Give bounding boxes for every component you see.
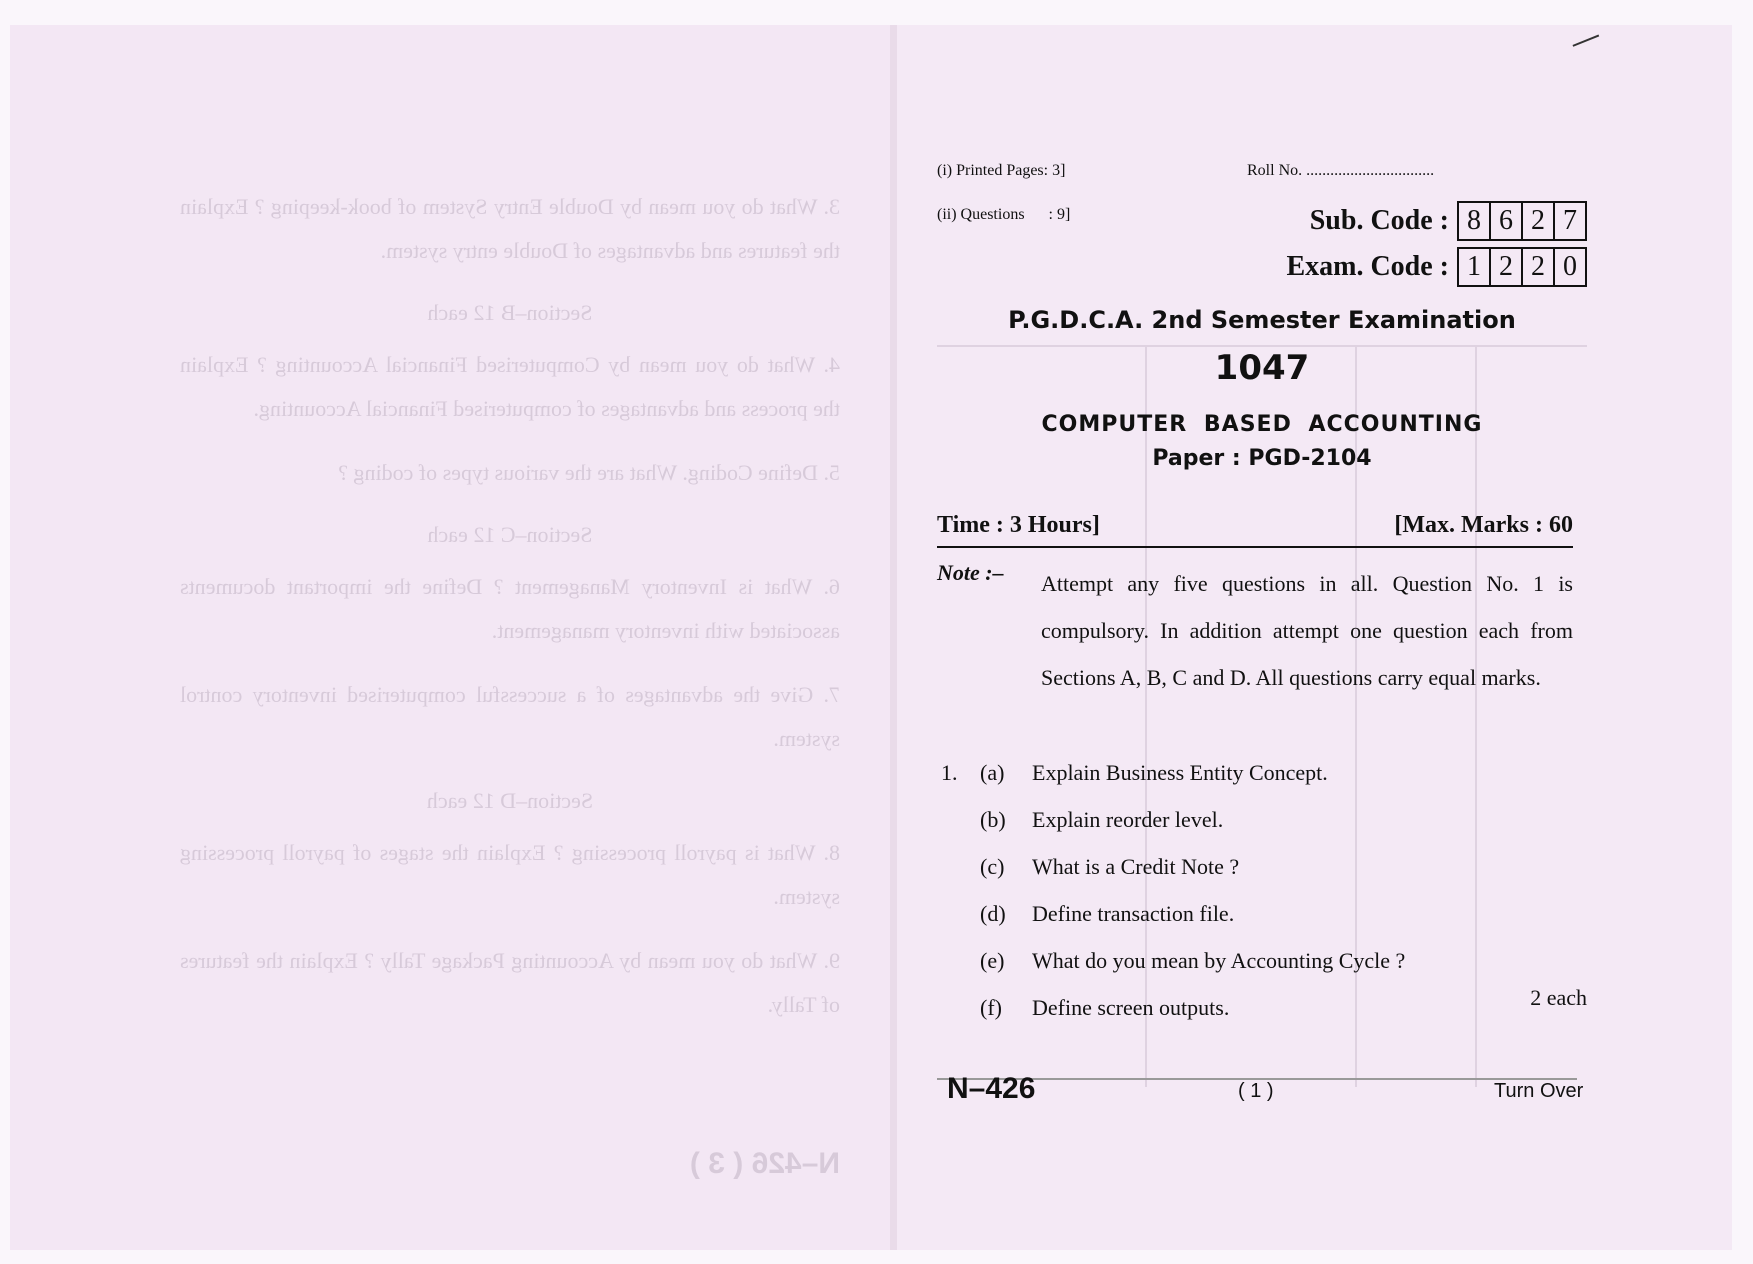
list-item [937, 807, 1573, 854]
exam-code [1286, 244, 1587, 290]
bleed-section-heading: Section–D 12 each [426, 788, 594, 813]
note-label: Note :– [937, 560, 1004, 585]
code-digit: 2 [1521, 203, 1553, 239]
bleed-paragraph: 5. Define Coding. What are the various types of coding ? [338, 460, 840, 485]
bleed-footer: N–426 ( 3 ) [689, 1147, 840, 1180]
code-digit: 0 [1553, 249, 1585, 285]
sub-question-label: (d) [980, 901, 1006, 926]
exam-title: P.G.D.C.A. 2nd Semester Examination [1008, 306, 1516, 334]
bleed-paragraph: 6. What is Inventory Management ? Define the important documents associated with inventory management. [180, 574, 840, 643]
exam-code-boxes [1457, 247, 1587, 287]
code-digit: 8 [1467, 205, 1481, 236]
turn-over: Turn Over [1494, 1080, 1584, 1102]
list-item [937, 995, 1573, 1042]
list-item [937, 854, 1573, 901]
printed-pages: (i) Printed Pages: 3] [937, 162, 1066, 179]
code-digit: 2 [1489, 249, 1521, 285]
questions-count: (ii) Questions : 9] [937, 206, 1071, 223]
question-one [937, 760, 1573, 1042]
sub-question-text: Define screen outputs. [1032, 995, 1230, 1020]
sub-code-boxes [1457, 201, 1587, 241]
time-marks-row [937, 512, 1573, 548]
bleed-paragraph: 9. What do you mean by Accounting Package Tally ? Explain the features of Tally. [180, 948, 840, 1017]
code-digit: 6 [1489, 203, 1521, 239]
page-fold [890, 25, 897, 1250]
sub-question-label: (b) [980, 807, 1006, 832]
subject-title: COMPUTER BASED ACCOUNTING [1041, 412, 1483, 437]
note-text: Attempt any five questions in all. Question No. 1 is compulsory. In addition attempt one question each from Sections A, B, C and D. All questions carry equal marks. [1041, 571, 1573, 690]
bleed-paragraph: 3. What do you mean by Double Entry System of book-keeping ? Explain the features and advantages of Double entry system. [180, 194, 840, 263]
sub-question-text: What do you mean by Accounting Cycle ? [1032, 948, 1406, 973]
max-marks: [Max. Marks : 60 [1394, 512, 1573, 538]
code-block [1286, 198, 1587, 290]
code-digit: 2 [1521, 249, 1553, 285]
time-allowed: Time : 3 Hours] [937, 512, 1100, 538]
sub-question-label: (e) [980, 948, 1005, 973]
sub-question-text: Explain Business Entity Concept. [1032, 760, 1328, 785]
bleed-paragraph: 7. Give the advantages of a successful computerised inventory control system. [180, 682, 840, 751]
page-number: ( 1 ) [1238, 1080, 1274, 1102]
bleed-section-heading: Section–B 12 each [427, 300, 593, 325]
exam-code-label: Exam. Code : [1286, 251, 1449, 282]
sub-question-label: (f) [980, 995, 1002, 1020]
list-item [937, 901, 1573, 948]
instructions-note [937, 560, 1573, 701]
sub-question-label: (a) [980, 760, 1005, 785]
sub-question-text: What is a Credit Note ? [1032, 854, 1240, 879]
list-item [937, 948, 1573, 995]
bleed-section-heading: Section–C 12 each [427, 522, 593, 547]
marks-each: 2 each [1530, 985, 1587, 1010]
paper-code: Paper : PGD-2104 [1152, 446, 1372, 471]
sub-question-text: Define transaction file. [1032, 901, 1235, 926]
sub-question-label: (c) [980, 854, 1005, 879]
code-digit: 7 [1553, 203, 1585, 239]
sub-question-text: Explain reorder level. [1032, 807, 1224, 832]
bleed-through-text [180, 185, 840, 1181]
paper-number: 1047 [1214, 348, 1310, 388]
code-digit: 1 [1467, 251, 1481, 282]
bleed-paragraph: 8. What is payroll processing ? Explain the stages of payroll processing system. [180, 840, 840, 909]
bleed-paragraph: 4. What do you mean by Computerised Financial Accounting ? Explain the process and advantages of computerised Financial Accounting. [180, 352, 840, 421]
sub-code [1286, 198, 1587, 244]
list-item [937, 760, 1573, 807]
footer-code: N–426 [947, 1072, 1036, 1105]
roll-number: Roll No. ................................ [1247, 162, 1435, 179]
question-number: 1. [941, 760, 958, 785]
back-page [10, 25, 890, 1250]
sub-code-label: Sub. Code : [1309, 205, 1449, 236]
